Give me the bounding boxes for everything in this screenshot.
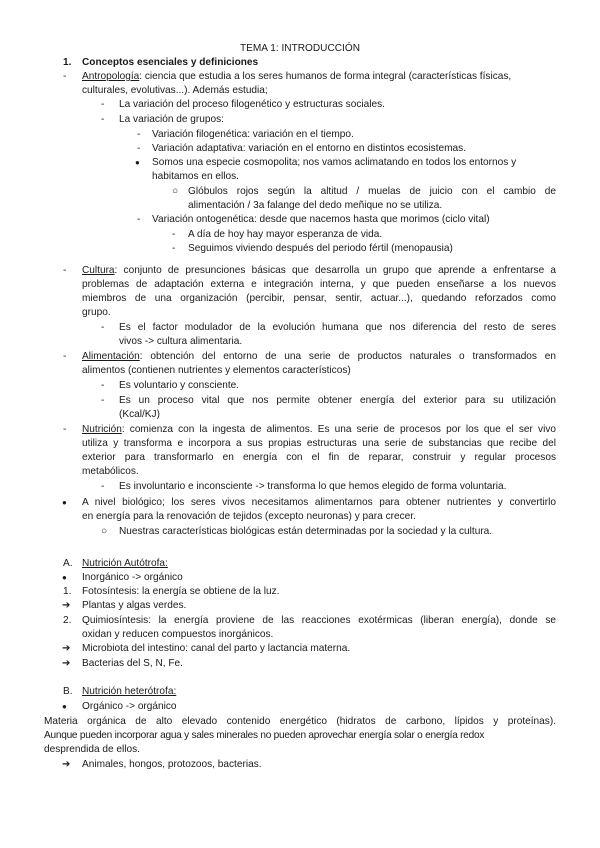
nutricion-line-2: utiliza y transforma e incorpora a sus propias estructuras una serie de substancias que recibe del — [82, 438, 556, 449]
biologico-line-1: A nivel biológico; los seres vivos necesitamos alimentarnos para obtener nutrientes y convertirlo — [82, 497, 556, 508]
quimiosintesis-line-1: Quimiosíntesis: la energía proviene de las reacciones exotérmicas (liberan energía), donde se — [82, 615, 556, 626]
section-heading: Conceptos esenciales y definiciones — [82, 57, 259, 68]
cultura-line-1 — [82, 265, 556, 278]
alimentacion-sub-1: Es voluntario y consciente. — [119, 380, 240, 391]
bullet-marker: ● — [62, 702, 67, 711]
bullet-marker: ● — [62, 573, 67, 582]
variacion-filogenetica: Variación filogenética: variación en el tiempo. — [152, 129, 354, 140]
fotosintesis: Fotosíntesis: la energía se obtiene de la luz. — [82, 586, 280, 597]
antropologia-line-2: culturales, evolutivas...). Además estudia; — [82, 85, 268, 96]
dash-marker: - — [63, 424, 67, 435]
globulos-line-1: Glóbulos rojos según la altitud / muelas de juicio con el cambio de — [188, 186, 556, 197]
arrow-marker: ➔ — [62, 759, 71, 770]
section-number: 1. — [63, 57, 72, 68]
nutricion-term: Nutrición — [82, 424, 122, 435]
microbiota: Microbiota del intestino: canal del parto y lactancia materna. — [82, 643, 351, 654]
bacterias-snfe: Bacterias del S, N, Fe. — [82, 658, 183, 669]
cultura-line-3: miembros de una organización (percibir, pensar, sentir, actuar...), quedando reforzados como — [82, 293, 556, 304]
inorganico-organico: Inorgánico -> orgánico — [82, 572, 183, 583]
nutricion-line-4: metabólicos. — [82, 466, 139, 477]
alimentacion-line-2: alimentos (contienen nutrientes y elementos característicos) — [82, 365, 351, 376]
number-marker: 2. — [63, 615, 72, 626]
dash-marker: - — [101, 395, 105, 406]
cosmopolita-line-2: habitamos en ellos. — [152, 171, 239, 182]
nutricion-text: : comienza con la ingesta de alimentos. Es una serie de procesos por los que el ser vivo — [121, 424, 556, 435]
dash-marker: - — [172, 243, 176, 254]
dash-marker: - — [63, 265, 67, 276]
alimentacion-line-1 — [82, 351, 556, 364]
heterotrofa-line-3: desprendida de ellos. — [44, 744, 140, 755]
cultura-line-2: problemas de adaptación externa e integración interna, y que pueden enseñarse a los nuevos — [82, 279, 556, 290]
plantas-algas: Plantas y algas verdes. — [82, 600, 187, 611]
alimentacion-text: : obtención del entorno de una serie de productos naturales o transformados en — [139, 351, 556, 362]
cultura-sub-line-2: vivos -> cultura alimentaria. — [119, 336, 243, 347]
dash-marker: - — [172, 229, 176, 240]
antropologia-sub-1: La variación del proceso filogenético y estructuras sociales. — [119, 99, 385, 110]
circle-marker: ○ — [172, 186, 179, 197]
alimentacion-term: Alimentación — [82, 351, 140, 362]
antropologia-sub-2: La variación de grupos: — [119, 114, 224, 125]
animales-hongos: Animales, hongos, protozoos, bacterias. — [82, 759, 262, 770]
nutricion-line-1 — [82, 424, 556, 437]
globulos-line-2: alimentación / 3a falange del dedo meñique no se utiliza. — [188, 200, 443, 211]
cultura-text: : conjunto de presunciones básicas que desarrolla un grupo que aprende a enfrentarse a — [114, 265, 556, 276]
antropologia-term: Antropología — [82, 71, 140, 82]
dash-marker: - — [63, 351, 67, 362]
ontogenetica-sub-1: A día de hoy hay mayor esperanza de vida. — [188, 229, 383, 240]
heterotrofa-line-1: Materia orgánica de alto elevado contenido energético (hidratos de carbono, lípidos y proteínas). — [44, 716, 556, 727]
biologico-sub-1: Nuestras características biológicas están determinadas por la sociedad y la cultura. — [119, 526, 493, 537]
arrow-marker: ➔ — [62, 643, 71, 654]
alimentacion-sub-2-line-2: (Kcal/KJ) — [119, 409, 160, 420]
dash-marker: - — [101, 481, 105, 492]
nutricion-sub-1: Es involuntario e inconsciente -> transforma lo que hemos elegido de forma voluntaria. — [119, 481, 507, 492]
nutricion-line-3: exterior para transformarlo en energía con el fin de reparar, construir y regular procesos — [82, 452, 556, 463]
section-a-heading: Nutrición Autótrofa: — [82, 558, 168, 569]
dash-marker: - — [137, 214, 141, 225]
quimiosintesis-line-2: oxidan y reducen compuestos inorgánicos. — [82, 629, 274, 640]
alimentacion-sub-2-line-1: Es un proceso vital que nos permite obtener energía del exterior para su utilización — [119, 395, 556, 406]
biologico-line-2: en energía para la renovación de tejidos (excepto neuronas) y para crecer. — [82, 511, 416, 522]
arrow-marker: ➔ — [62, 658, 71, 669]
section-a-letter: A. — [63, 558, 73, 569]
section-b-letter: B. — [63, 686, 73, 697]
dash-marker: - — [101, 114, 105, 125]
cultura-term: Cultura — [82, 265, 115, 276]
organico-organico: Orgánico -> orgánico — [82, 701, 177, 712]
bullet-marker: ● — [135, 158, 140, 167]
dash-marker: - — [137, 129, 141, 140]
ontogenetica-sub-2: Seguimos viviendo después del periodo fértil (menopausia) — [188, 243, 453, 254]
variacion-ontogenetica: Variación ontogenética: desde que nacemos hasta que morimos (ciclo vital) — [152, 214, 490, 225]
section-b-heading: Nutrición heterótrofa: — [82, 686, 177, 697]
arrow-marker: ➔ — [62, 600, 71, 611]
page-title: TEMA 1: INTRODUCCIÓN — [239, 43, 360, 54]
dash-marker: - — [101, 322, 105, 333]
cosmopolita-line-1: Somos una especie cosmopolita; nos vamos aclimatando en todos los entornos y — [152, 157, 517, 168]
bullet-marker: ● — [62, 498, 67, 507]
dash-marker: - — [63, 71, 67, 82]
cultura-sub-line-1: Es el factor modulador de la evolución humana que nos diferencia del resto de seres — [119, 322, 556, 333]
dash-marker: - — [101, 99, 105, 110]
variacion-adaptativa: Variación adaptativa: variación en el entorno en distintos ecosistemas. — [152, 143, 467, 154]
cultura-line-4: grupo. — [82, 307, 111, 318]
dash-marker: - — [137, 143, 141, 154]
antropologia-line-1 — [82, 71, 511, 84]
heterotrofa-line-2: Aunque pueden incorporar agua y sales minerales no pueden aprovechar energía solar o energía redox — [44, 730, 485, 741]
dash-marker: - — [101, 380, 105, 391]
antropologia-text: : ciencia que estudia a los seres humanos de forma integral (características físicas, — [139, 71, 512, 82]
number-marker: 1. — [63, 586, 72, 597]
circle-marker: ○ — [101, 526, 108, 537]
